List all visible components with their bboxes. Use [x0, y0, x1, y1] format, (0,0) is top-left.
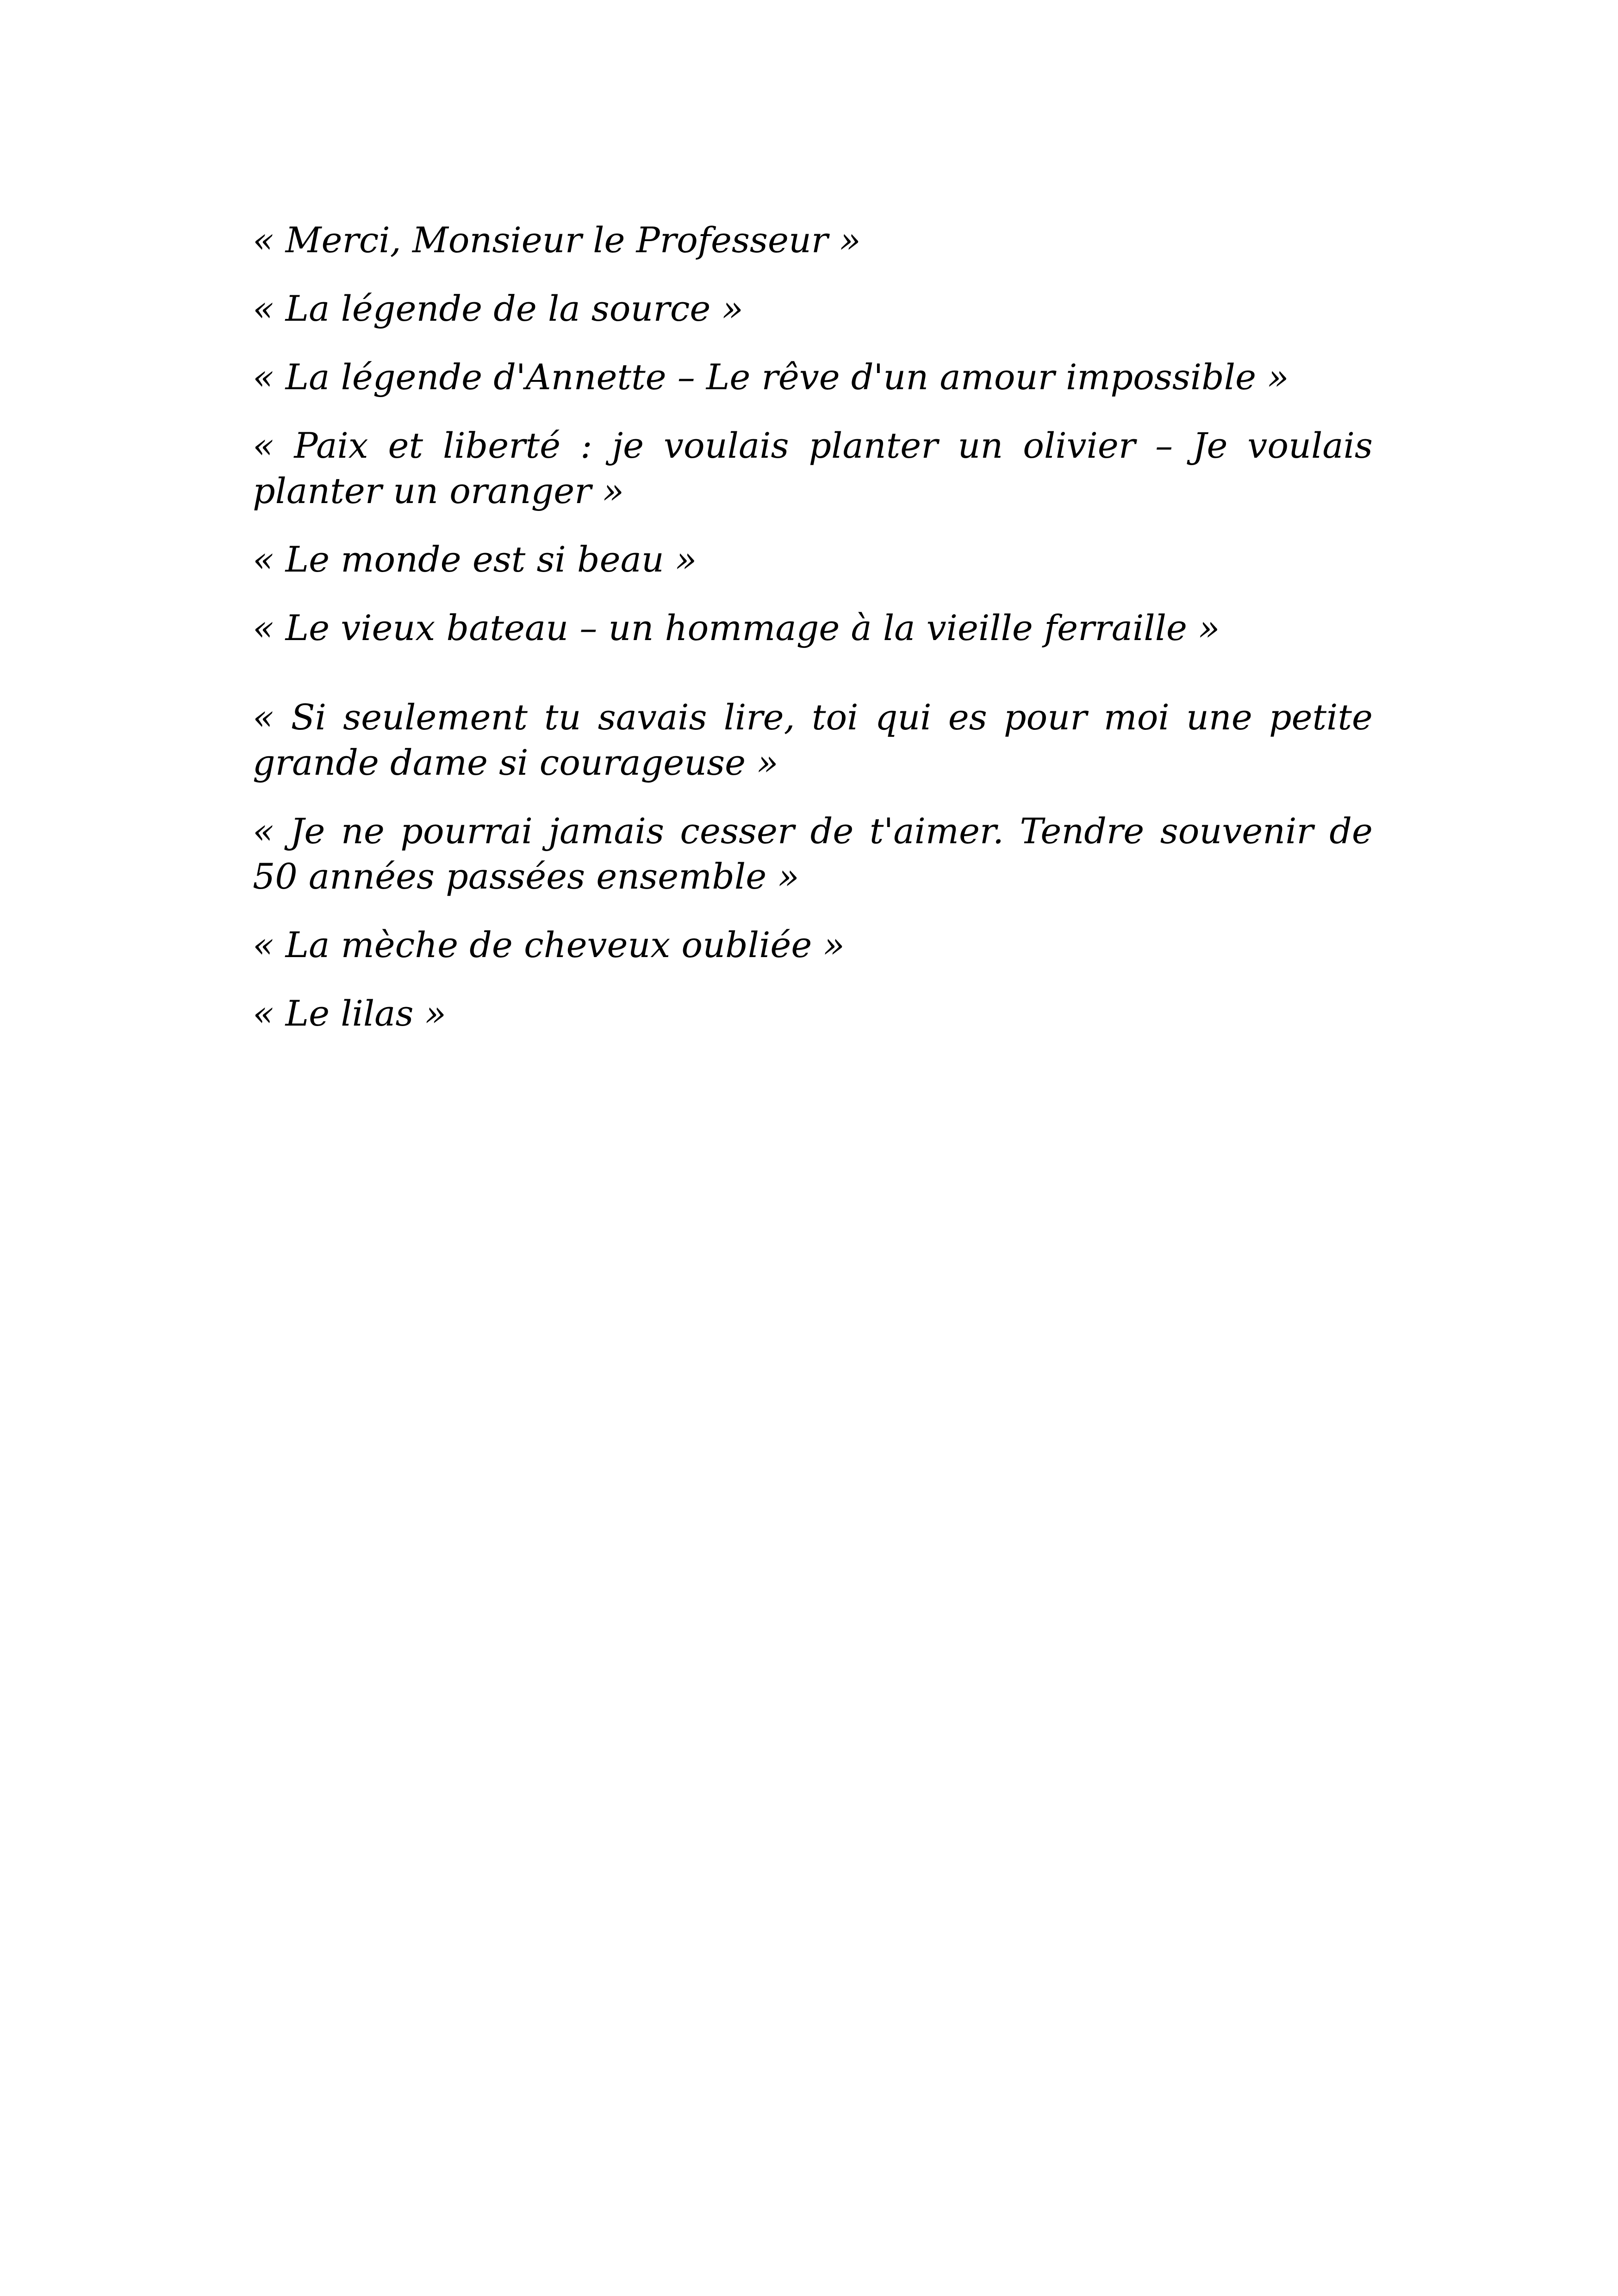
title-item: « Le vieux bateau – un hommage à la vieille ferraille »: [253, 607, 1220, 648]
title-item: « Le monde est si beau »: [253, 539, 697, 580]
title-item: « Paix et liberté : je voulais planter un olivier – Je voulais planter un oranger »: [253, 425, 1373, 511]
title-item: « Je ne pourrai jamais cesser de t'aimer. Tendre souvenir de 50 années passées ensemble »: [253, 810, 1373, 897]
title-item: « La légende d'Annette – Le rêve d'un amour impossible »: [253, 356, 1289, 398]
title-list: [253, 218, 1373, 1059]
title-item: « Merci, Monsieur le Professeur »: [253, 219, 861, 261]
title-item: « Le lilas »: [253, 993, 447, 1034]
title-item: « La légende de la source »: [253, 288, 744, 329]
title-item: « La mèche de cheveux oubliée »: [253, 924, 845, 965]
title-item: « Si seulement tu savais lire, toi qui es pour moi une petite grande dame si courageuse »: [253, 697, 1373, 783]
